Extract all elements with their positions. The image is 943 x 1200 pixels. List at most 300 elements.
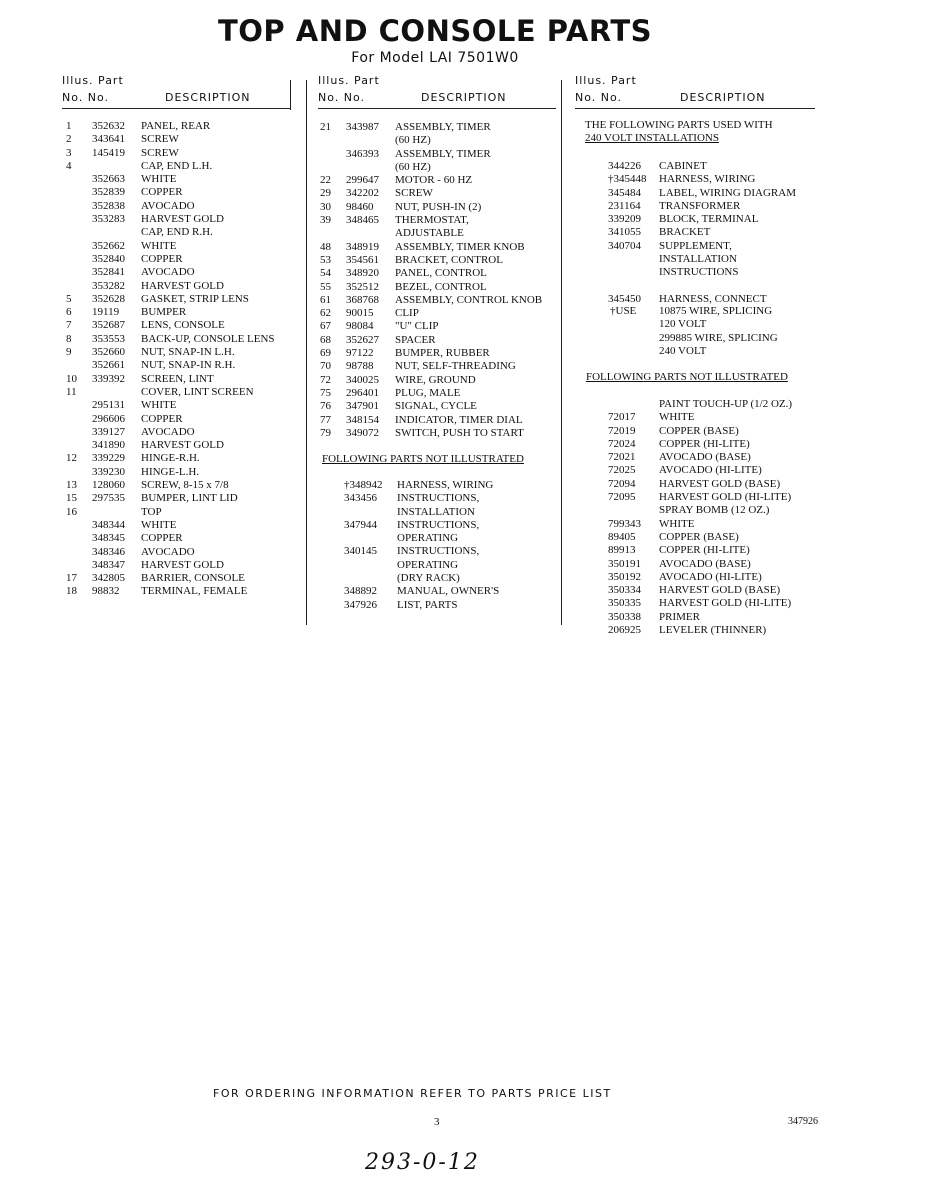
list-item — [584, 531, 824, 544]
list-item — [66, 386, 301, 399]
list-item — [66, 160, 301, 173]
part-number: 72025 — [608, 464, 636, 477]
column-divider — [561, 80, 562, 625]
part-number: 339127 — [92, 425, 125, 438]
header-illus-part: Illus. Part — [318, 74, 380, 87]
part-number: 341890 — [92, 439, 125, 452]
not-illustrated-heading-3: FOLLOWING PARTS NOT ILLUSTRATED — [586, 371, 788, 383]
illus-number: 9 — [66, 346, 72, 359]
part-number: 342805 — [92, 572, 125, 585]
part-description: SPACER — [395, 333, 436, 346]
part-description: BEZEL, CONTROL — [395, 280, 487, 293]
list-item — [320, 585, 560, 598]
part-description: THERMOSTAT, — [395, 214, 469, 227]
illus-number: 4 — [66, 159, 72, 172]
list-item — [584, 345, 824, 358]
list-item — [66, 213, 301, 226]
illus-number: 3 — [66, 146, 72, 159]
illus-number: 61 — [320, 293, 331, 306]
document-number: 347926 — [788, 1116, 818, 1127]
list-item — [66, 359, 301, 372]
part-description: PLUG, MALE — [395, 386, 461, 399]
part-number: †USE — [610, 305, 637, 317]
header-description: DESCRIPTION — [165, 91, 251, 104]
list-item — [320, 559, 560, 572]
illus-number: 16 — [66, 505, 77, 518]
part-description: AVOCADO — [141, 199, 195, 212]
part-description: WIRE, GROUND — [395, 373, 476, 386]
volt-240-parts-list — [584, 160, 824, 306]
part-number: 98788 — [346, 360, 374, 373]
illus-number: 1 — [66, 120, 72, 132]
part-number: 350192 — [608, 570, 641, 583]
part-description: BLOCK, TERMINAL — [659, 213, 759, 226]
part-description: BUMPER, RUBBER — [395, 347, 490, 360]
list-item — [66, 333, 301, 346]
part-description: AVOCADO (HI-LITE) — [659, 570, 762, 583]
header-no-no: No. No. — [318, 91, 366, 104]
part-description: INSTRUCTIONS — [659, 266, 739, 279]
part-description: CLIP — [395, 307, 419, 320]
list-item — [584, 558, 824, 571]
column-header-3 — [575, 74, 815, 109]
part-number: 352838 — [92, 199, 125, 212]
part-description: LEVELER (THINNER) — [659, 624, 767, 637]
part-description: MANUAL, OWNER'S — [397, 585, 500, 598]
list-item — [66, 147, 301, 160]
list-item — [320, 400, 560, 413]
parts-list-column-2 — [320, 121, 560, 440]
part-number: 348919 — [346, 240, 379, 253]
list-item — [66, 519, 301, 532]
part-number: 343641 — [92, 133, 125, 146]
part-description: COPPER (HI-LITE) — [659, 544, 750, 557]
illus-number: 55 — [320, 280, 331, 293]
illus-number: 76 — [320, 400, 331, 413]
part-description: NUT, SNAP-IN R.H. — [141, 359, 236, 372]
part-number: 340704 — [608, 239, 641, 252]
part-number: 343987 — [346, 121, 379, 133]
part-description: COPPER (BASE) — [659, 530, 739, 543]
part-description: AVOCADO — [141, 425, 195, 438]
part-number: 339229 — [92, 452, 125, 465]
list-item — [66, 585, 301, 598]
list-item — [66, 346, 301, 359]
list-item — [66, 120, 301, 133]
part-number: 89913 — [608, 544, 636, 557]
illus-number: 69 — [320, 347, 331, 360]
list-item — [320, 347, 560, 360]
header-no-no: No. No. — [575, 91, 623, 104]
list-item — [320, 174, 560, 187]
part-number: 72095 — [608, 491, 636, 504]
part-description: HARVEST GOLD — [141, 558, 224, 571]
part-description: SWITCH, PUSH TO START — [395, 426, 524, 439]
list-item — [584, 332, 824, 345]
illus-number: 29 — [320, 187, 331, 200]
part-number: 72094 — [608, 477, 636, 490]
part-number: 352632 — [92, 120, 125, 132]
part-number: 299647 — [346, 174, 379, 187]
part-description: LIST, PARTS — [397, 598, 458, 611]
part-description: CAP, END L.H. — [141, 159, 213, 172]
part-number: 341055 — [608, 226, 641, 239]
list-item — [320, 545, 560, 558]
part-number: 352628 — [92, 292, 125, 305]
header-no-no: No. No. — [62, 91, 110, 104]
list-item — [66, 546, 301, 559]
list-item — [66, 479, 301, 492]
part-description: LENS, CONSOLE — [141, 319, 225, 332]
list-item — [320, 294, 560, 307]
list-item — [66, 319, 301, 332]
part-description: BUMPER — [141, 306, 187, 319]
part-number: 98460 — [346, 200, 374, 213]
part-description: NUT, PUSH-IN (2) — [395, 200, 482, 213]
list-item — [584, 518, 824, 531]
illus-number: 12 — [66, 452, 77, 465]
illus-number: 6 — [66, 306, 72, 319]
illus-number: 79 — [320, 426, 331, 439]
illus-number: 48 — [320, 240, 331, 253]
list-item — [584, 318, 824, 331]
part-number: 352687 — [92, 319, 125, 332]
part-description: HARVEST GOLD (HI-LITE) — [659, 491, 792, 504]
illus-number: 54 — [320, 267, 331, 280]
part-description: 299885 WIRE, SPLICING — [659, 331, 778, 344]
part-description: HARVEST GOLD (BASE) — [659, 584, 781, 597]
part-description: COPPER — [141, 252, 183, 265]
part-number: 206925 — [608, 624, 641, 637]
part-description: NUT, SELF-THREADING — [395, 360, 516, 373]
part-description: (60 HZ) — [395, 134, 431, 147]
illus-number: 21 — [320, 121, 331, 133]
part-description: HARVEST GOLD (BASE) — [659, 477, 781, 490]
list-item — [66, 186, 301, 199]
part-description: HARNESS, WIRING — [659, 173, 756, 186]
list-item — [584, 266, 824, 279]
part-description: SCREW — [141, 146, 179, 159]
column-divider — [290, 80, 291, 110]
part-description: BACK-UP, CONSOLE LENS — [141, 332, 275, 345]
list-item — [584, 544, 824, 557]
list-item — [584, 240, 824, 253]
not-illustrated-list-2 — [320, 479, 560, 612]
parts-list-column-1 — [66, 120, 301, 599]
part-description: COPPER (BASE) — [659, 424, 739, 437]
part-number: 98084 — [346, 320, 374, 333]
part-number: 339209 — [608, 213, 641, 226]
part-description: INSTRUCTIONS, — [397, 492, 480, 505]
part-description: (60 HZ) — [395, 160, 431, 173]
list-item — [584, 253, 824, 266]
part-number: 345484 — [608, 186, 641, 199]
list-item — [320, 479, 560, 492]
illus-number: 68 — [320, 333, 331, 346]
part-description: HARVEST GOLD — [141, 279, 224, 292]
list-item — [320, 254, 560, 267]
part-description: AVOCADO (BASE) — [659, 557, 751, 570]
list-item — [66, 240, 301, 253]
list-item — [66, 173, 301, 186]
list-item — [66, 266, 301, 279]
list-item — [320, 187, 560, 200]
list-item — [320, 201, 560, 214]
illus-number: 39 — [320, 214, 331, 227]
part-number: 72021 — [608, 451, 636, 464]
list-item — [66, 280, 301, 293]
paint-touchup-list — [584, 398, 824, 637]
illus-number: 13 — [66, 479, 77, 492]
part-number: 342202 — [346, 187, 379, 200]
illus-number: 17 — [66, 572, 77, 585]
part-description: OPERATING — [397, 558, 459, 571]
list-item — [320, 387, 560, 400]
part-description: HINGE-L.H. — [141, 465, 200, 478]
part-number: 295131 — [92, 399, 125, 412]
part-description: ASSEMBLY, CONTROL KNOB — [395, 293, 543, 306]
part-description: SIGNAL, CYCLE — [395, 400, 477, 413]
list-item — [584, 160, 824, 173]
part-description: INSTALLATION — [397, 505, 475, 518]
part-description: TOP — [141, 505, 162, 518]
part-number: 352840 — [92, 252, 125, 265]
list-item — [320, 492, 560, 505]
part-description: TERMINAL, FEMALE — [141, 585, 248, 598]
list-item — [584, 464, 824, 477]
list-item — [320, 334, 560, 347]
illus-number: 62 — [320, 307, 331, 320]
part-description: SUPPLEMENT, — [659, 239, 732, 252]
part-number: 354561 — [346, 253, 379, 266]
part-description: AVOCADO — [141, 266, 195, 279]
list-item — [66, 306, 301, 319]
part-description: AVOCADO — [141, 545, 195, 558]
part-description: MOTOR - 60 HZ — [395, 174, 473, 187]
part-description: "U" CLIP — [395, 320, 439, 333]
illus-number: 75 — [320, 386, 331, 399]
list-item — [320, 134, 560, 147]
part-description: AVOCADO (HI-LITE) — [659, 464, 762, 477]
part-number: 347944 — [344, 518, 377, 531]
list-item — [320, 161, 560, 174]
part-description: BUMPER, LINT LID — [141, 492, 238, 505]
illus-number: 18 — [66, 585, 77, 598]
header-description: DESCRIPTION — [680, 91, 766, 104]
part-number: 353553 — [92, 332, 125, 345]
column-header-2 — [318, 74, 556, 109]
part-description: INSTRUCTIONS, — [397, 518, 480, 531]
part-number: 97122 — [346, 347, 374, 360]
part-description: TRANSFORMER — [659, 199, 741, 212]
part-description: ASSEMBLY, TIMER — [395, 147, 491, 160]
part-number: 231164 — [608, 199, 641, 212]
part-number: †348942 — [344, 479, 383, 491]
part-description: HARNESS, CONNECT — [659, 292, 767, 305]
illus-number: 72 — [320, 373, 331, 386]
list-item — [584, 624, 824, 637]
part-description: HARVEST GOLD — [141, 439, 224, 452]
list-item — [320, 532, 560, 545]
part-number: 339230 — [92, 465, 125, 478]
list-item — [584, 438, 824, 451]
illus-number: 77 — [320, 413, 331, 426]
part-description: HARVEST GOLD — [141, 213, 224, 226]
part-number: 348346 — [92, 545, 125, 558]
illus-number: 53 — [320, 253, 331, 266]
illus-number: 70 — [320, 360, 331, 373]
part-description: ADJUSTABLE — [395, 227, 464, 240]
part-number: 348344 — [92, 518, 125, 531]
part-number: 352627 — [346, 333, 379, 346]
part-description: ASSEMBLY, TIMER — [395, 121, 491, 133]
list-item — [66, 466, 301, 479]
illus-number: 7 — [66, 319, 72, 332]
part-description: GASKET, STRIP LENS — [141, 292, 249, 305]
list-item — [320, 320, 560, 333]
volt-240-intro — [585, 119, 773, 146]
part-description: 10875 WIRE, SPLICING — [659, 305, 773, 317]
illus-number: 8 — [66, 332, 72, 345]
list-item — [320, 506, 560, 519]
part-number: 350338 — [608, 610, 641, 623]
part-number: 348920 — [346, 267, 379, 280]
list-item — [320, 599, 560, 612]
list-item — [66, 452, 301, 465]
part-description: 120 VOLT — [659, 318, 707, 331]
part-number: †345448 — [608, 173, 647, 186]
part-description: COVER, LINT SCREEN — [141, 385, 254, 398]
intro-line-1: THE FOLLOWING PARTS USED WITH — [585, 119, 773, 131]
ordering-info: FOR ORDERING INFORMATION REFER TO PARTS PRICE LIST — [213, 1087, 612, 1100]
part-description: ASSEMBLY, TIMER KNOB — [395, 240, 525, 253]
list-item — [320, 121, 560, 134]
part-number: 352663 — [92, 173, 125, 186]
list-item — [584, 200, 824, 213]
list-item — [66, 399, 301, 412]
part-description: SCREW — [395, 187, 433, 200]
part-number: 349072 — [346, 426, 379, 439]
illus-number: 67 — [320, 320, 331, 333]
part-number: 353282 — [92, 279, 125, 292]
part-number: 352512 — [346, 280, 379, 293]
list-item — [320, 241, 560, 254]
part-description: WHITE — [141, 399, 177, 412]
part-number: 350191 — [608, 557, 641, 570]
part-description: SPRAY BOMB (12 OZ.) — [659, 504, 770, 517]
list-item — [320, 360, 560, 373]
part-number: 296606 — [92, 412, 125, 425]
part-description: PAINT TOUCH-UP (1/2 OZ.) — [659, 398, 793, 410]
part-number: 347901 — [346, 400, 379, 413]
part-description: PANEL, CONTROL — [395, 267, 487, 280]
list-item — [320, 267, 560, 280]
header-illus-part: Illus. Part — [575, 74, 637, 87]
part-description: WHITE — [141, 518, 177, 531]
part-description: COPPER — [141, 412, 183, 425]
part-number: 345450 — [608, 292, 641, 305]
page-title: TOP AND CONSOLE PARTS — [217, 14, 653, 48]
list-item — [66, 506, 301, 519]
part-number: 348892 — [344, 585, 377, 598]
part-description: NUT, SNAP-IN L.H. — [141, 346, 235, 359]
header-illus-part: Illus. Part — [62, 74, 124, 87]
part-number: 352841 — [92, 266, 125, 279]
page-number: 3 — [434, 1116, 440, 1128]
list-item — [584, 411, 824, 424]
part-description: HARNESS, WIRING — [397, 479, 494, 491]
part-number: 72024 — [608, 437, 636, 450]
list-item — [66, 559, 301, 572]
list-item — [320, 281, 560, 294]
list-item — [320, 307, 560, 320]
list-item — [584, 173, 824, 186]
part-number: 348345 — [92, 532, 125, 545]
illus-number: 2 — [66, 133, 72, 146]
illus-number: 22 — [320, 174, 331, 187]
list-item — [584, 611, 824, 624]
part-description: LABEL, WIRING DIAGRAM — [659, 186, 796, 199]
list-item — [66, 293, 301, 306]
list-item — [584, 451, 824, 464]
part-description: COPPER — [141, 532, 183, 545]
list-item — [584, 478, 824, 491]
part-description: SCREW — [141, 133, 179, 146]
not-illustrated-heading-2: FOLLOWING PARTS NOT ILLUSTRATED — [322, 453, 524, 465]
part-description: PANEL, REAR — [141, 120, 211, 132]
part-number: 352660 — [92, 346, 125, 359]
illus-number: 10 — [66, 372, 77, 385]
part-number: 352661 — [92, 359, 125, 372]
part-number: 340025 — [346, 373, 379, 386]
list-item — [320, 414, 560, 427]
list-item — [584, 398, 824, 411]
part-description: CABINET — [659, 160, 707, 172]
model-subtitle: For Model LAI 7501W0 — [351, 50, 519, 66]
list-item — [584, 425, 824, 438]
header-description: DESCRIPTION — [421, 91, 507, 104]
part-number: 19119 — [92, 306, 120, 319]
part-number: 72019 — [608, 424, 636, 437]
part-number: 89405 — [608, 530, 636, 543]
part-number: 348465 — [346, 214, 379, 227]
list-item — [320, 227, 560, 240]
part-number: 348347 — [92, 558, 125, 571]
part-description: BRACKET — [659, 226, 711, 239]
part-description: SCREEN, LINT — [141, 372, 214, 385]
part-number: 72017 — [608, 411, 636, 424]
list-item — [320, 148, 560, 161]
part-description: (DRY RACK) — [397, 572, 460, 585]
part-description: HINGE-R.H. — [141, 452, 200, 465]
list-item — [584, 571, 824, 584]
list-item — [584, 504, 824, 517]
part-description: COPPER (HI-LITE) — [659, 437, 750, 450]
list-item — [66, 133, 301, 146]
list-item — [66, 439, 301, 452]
list-item — [584, 491, 824, 504]
list-item — [584, 584, 824, 597]
part-number: 799343 — [608, 517, 641, 530]
splicing-wire-notes — [584, 305, 824, 358]
list-item — [584, 226, 824, 239]
list-item — [66, 226, 301, 239]
part-description: CAP, END R.H. — [141, 226, 213, 239]
handwritten-note: 293-0-12 — [365, 1150, 480, 1175]
list-item — [584, 597, 824, 610]
part-number: 346393 — [346, 147, 379, 160]
list-item — [66, 253, 301, 266]
